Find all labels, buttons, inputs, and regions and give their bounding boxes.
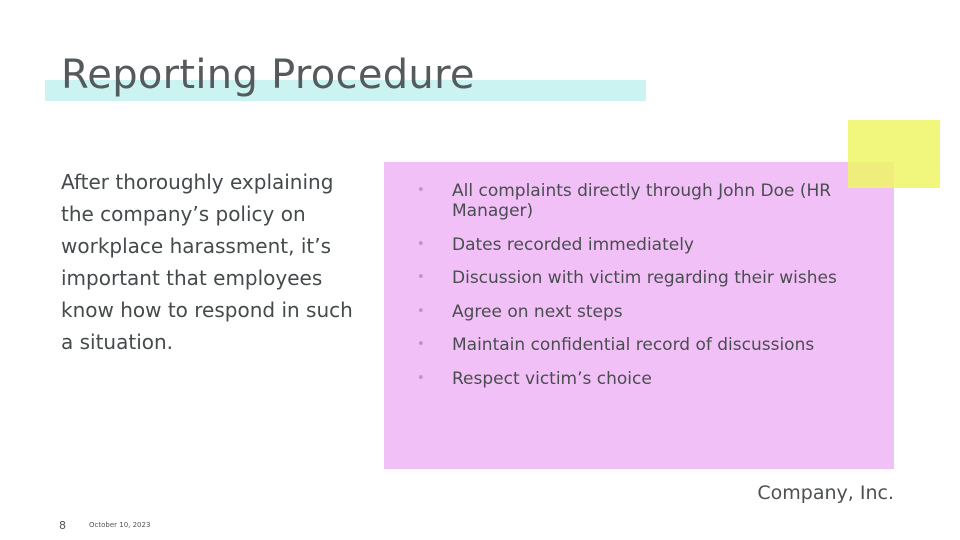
- bullet-list: [417, 181, 867, 402]
- bullet-item: [417, 235, 867, 255]
- accent-square: [848, 120, 940, 188]
- bullet-dot-icon: •: [417, 303, 425, 319]
- bullet-dot-icon: •: [417, 183, 425, 198]
- bullet-dot-icon: •: [417, 236, 425, 252]
- company-name: Company, Inc.: [757, 482, 894, 504]
- bullet-dot-icon: •: [417, 270, 425, 285]
- bullet-dot-icon: •: [417, 337, 425, 352]
- bullet-text: Maintain confidential record of discussions: [452, 335, 815, 355]
- bullet-text: Agree on next steps: [452, 301, 623, 322]
- page-number: 8: [59, 519, 66, 532]
- bullet-item: [417, 335, 867, 355]
- bullet-text: Dates recorded immediately: [452, 234, 694, 255]
- slide-date: October 10, 2023: [89, 521, 151, 529]
- bullet-text: All complaints directly through John Doe (HR Manager): [452, 181, 832, 221]
- bullet-item: [417, 302, 867, 322]
- bullet-item: [417, 268, 867, 288]
- bullet-item: [417, 181, 867, 221]
- bullet-text: Respect victim’s choice: [452, 368, 652, 389]
- intro-paragraph: After thoroughly explaining the company’s policy on workplace harassment, it’s important that employees know how to respond in such a situation.: [61, 170, 353, 354]
- bullet-text: Discussion with victim regarding their wishes: [452, 268, 837, 288]
- slide-title: Reporting Procedure: [61, 52, 475, 98]
- bullet-item: [417, 369, 867, 389]
- bullet-dot-icon: •: [417, 370, 425, 386]
